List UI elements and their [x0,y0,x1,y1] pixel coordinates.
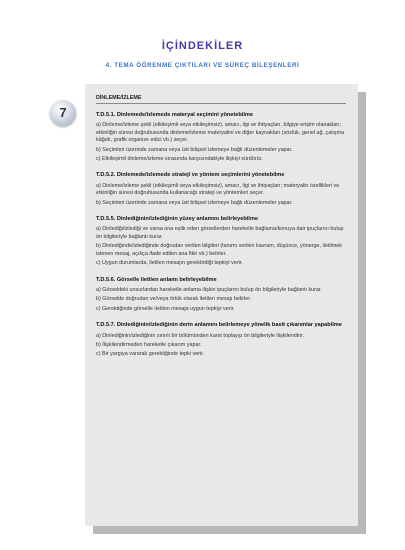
outcome-item: b) Seçimleri üzerinde zamana veya üst bilişsel izlemeye bağlı düzenlemeler yapar. [96,146,293,153]
outcome-item: a) Dinleme/izleme şekli (etkileşimli veya etkileşimsiz), amacı, ilgi ve ihtiyaçları; materyalin özellikleri ve etkinliğin süresi doğrultusunda kullanacağı strateji ve yöntemleri seçer. [96,182,340,197]
page-subtitle: 4. TEMA ÖĞRENME ÇIKTILARI VE SÜREÇ BİLEŞENLERİ [105,62,300,69]
page-title: İÇİNDEKİLER [161,40,244,52]
outcome-code: T.D.5.5. Dinlediğinin/izlediğinin yüzey anlamını belirleyebilme [96,216,258,223]
panel-shadow-right [358,92,366,532]
outcomes-list [96,112,348,368]
outcome-item: c) Bir yargıya vararak gerektiğinde tepki verir. [96,351,205,358]
outcome-code: T.D.5.6. Görselle iletilen anlamı belirleyebilme [96,276,217,283]
outcome-item: a) Görseldeki unsurlardan hareketle anlama ilişkin ipuçlarını bulup ön bilgileriyle bağlantı kurar. [96,286,322,293]
outcome-group [96,322,348,359]
outcome-group [96,112,348,163]
outcome-item: a) Dinleme/izleme şekli (etkileşimli veya etkileşimsiz), amacı, ilgi ve ihtiyaçları, bilgiye erişim olanakları; etkinliğin süresi doğrultusunda dinleme/izleme materyalini ve diğer kaynakları (sözlük, genel ağ, çalışma kâğıdı, grafik organize edici vb.) seçer. [96,122,345,144]
outcome-item: b) İlişkilendirmeden hareketle çıkarım yapar. [96,341,202,348]
outcome-item: a) Dinlediğinin/izlediğinin sınırlı bir bölümünden kanıt toplayıp ön bilgileriyle ilişkilendirir. [96,332,304,339]
panel-shadow-bottom [93,526,366,534]
section-number-badge: 7 [50,100,76,126]
heading-divider [96,103,346,104]
outcome-code: T.D.5.1. Dinlemede/izlemede materyal seçimini yönetebilme [96,112,253,118]
outcome-group [96,277,348,314]
outcome-group [96,216,348,267]
outcome-item: b) Dinlediğinde/izlediğinde doğrudan verilen bilgileri (tanımı verilen kavram, düşünce, yönerge, iletilmek istenen mesaj, açıkça ifade edilen ana fikir vb.) belirler. [96,243,343,257]
outcome-item: b) Görselde doğrudan ve/veya örtük olarak iletilen mesajı belirler. [96,296,252,303]
outcome-item: a) Dinlediği/izlediği ve varsa ona eşlik eden görsellerden hareketle bağlama/konuya dair ipuçlarını bulup ön bilgileriyle bağlantı kurar. [96,226,344,240]
section-heading: DİNLEME/İZLEME [96,95,142,101]
outcome-code: T.D.5.7. Dinlediğinin/izlediğinin derin anlamını belirlemeye yönelik basit çıkarımlar yapabilme [96,322,342,329]
outcome-item: c) Etkileşimli dinleme/izleme sırasında karşısındakiyle ilişkiyi sürdürür. [96,156,263,163]
outcome-item: c) Uygun durumlarda, iletilen mesajın gerektirdiği tepkiyi verir. [96,260,243,267]
outcome-item: c) Gerektiğinde görselle iletilen mesaja uygun tepkiyi verir. [96,305,235,312]
outcome-group [96,172,348,207]
outcome-code: T.D.5.2. Dinlemede/izlemede strateji ve yöntem seçimlerini yönetebilme [96,172,285,179]
outcome-item: b) Seçimleri üzerinde zamana veya üst bilişsel izlemeye bağlı düzenlemeler yapar. [96,199,293,206]
